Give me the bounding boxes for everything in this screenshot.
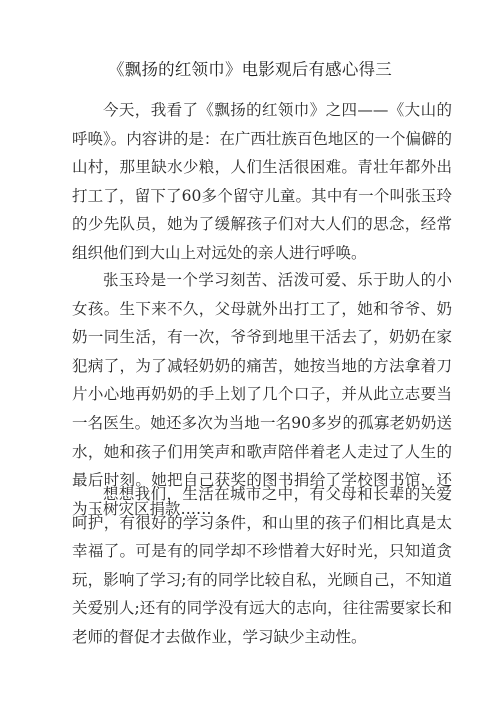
page-title: 《飘扬的红领巾》电影观后有感心得三: [108, 60, 392, 79]
paragraph-1: 今天，我看了《飘扬的红领巾》之四——《大山的呼唤》。内容讲的是：在广西壮族百色地区的一个偏僻的山村，那里缺水少粮，人们生活很困难。青壮年都外出打工了，留下了60多个留守儿童。其中有一个叫张玉玲的少先队员，她为了缓解孩子们对大人们的思念，经常组织他们到大山上对远处的亲人进行呼唤。: [72, 101, 452, 262]
paragraph-3: 想想我们，生活在城市之中，有父母和长辈的关爱呵护，有很好的学习条件，和山里的孩子们相比真是太幸福了。可是有的同学却不珍惜着大好时光，只知道贪玩，影响了学习;有的同学比较自私，光顾自己，不知道关爱别人;还有的同学没有远大的志向，往往需要家长和老师的督促才去做作业，学习缺少主动性。: [72, 485, 452, 646]
paragraph-2: 张玉玲是一个学习刻苦、活泼可爱、乐于助人的小女孩。生下来不久，父母就外出打工了，她和爷爷、奶奶一同生活，有一次，爷爷到地里干活去了，奶奶在家犯病了，为了减轻奶奶的痛苦，她按当地的方法拿着刀片小心地再奶奶的手上划了几个口子，并从此立志要当一名医生。她还多次为当地一名90多岁的孤寡老奶奶送水，她和孩子们用笑声和歌声陪伴着老人走过了人生的最后时刻。她把自己获奖的图书捐给了学校图书馆，还为玉树灾区捐款……: [72, 271, 452, 518]
